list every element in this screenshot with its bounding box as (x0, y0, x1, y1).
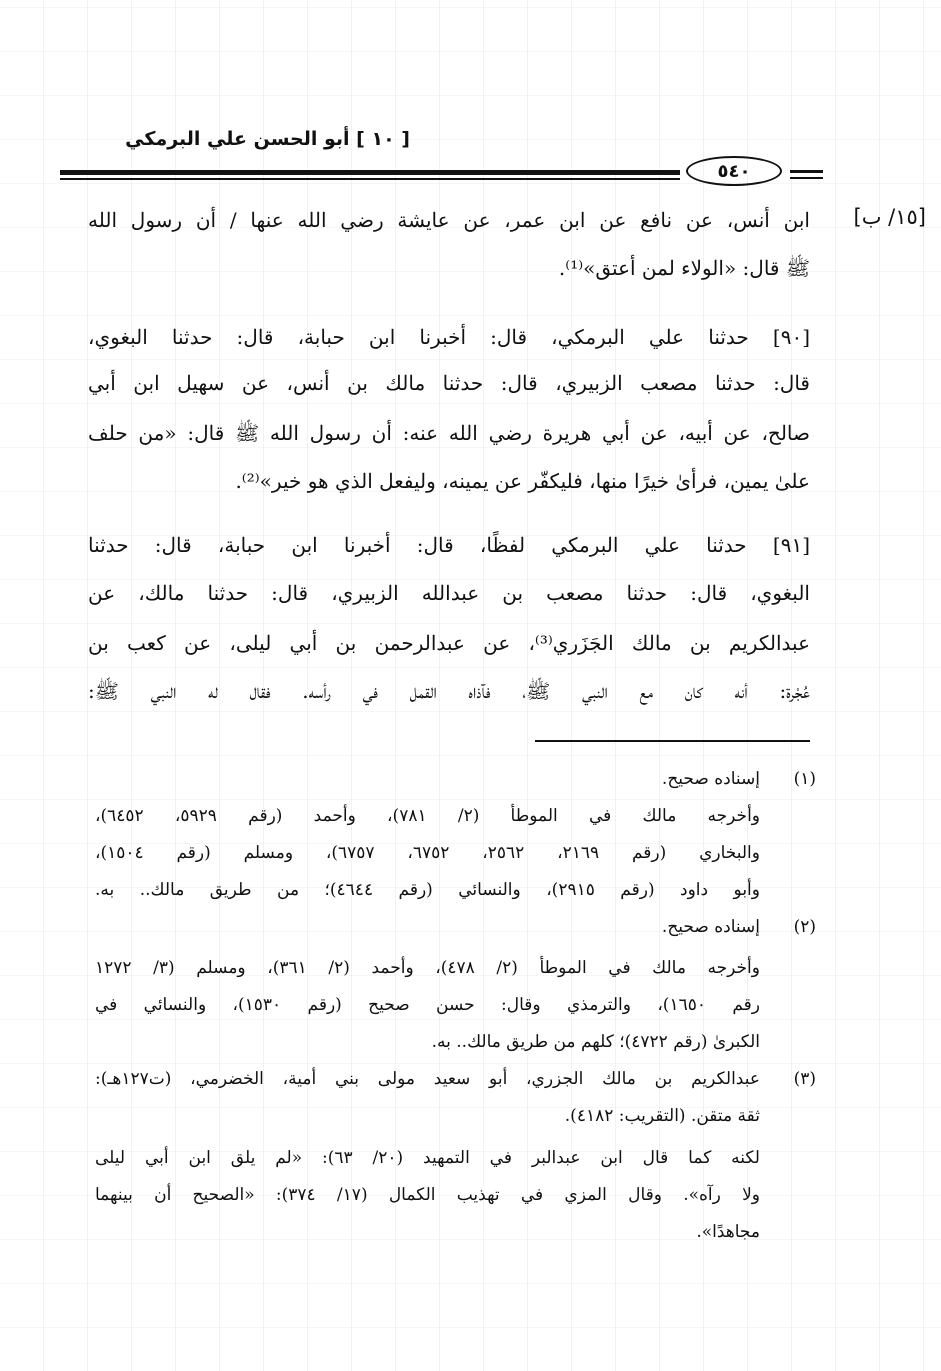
footnote-line: وأخرجه مالك في الموطأ (٢/ ٧٨١)، وأحمد (رقم ٥٩٢٩، ٦٤٥٢)، (95, 806, 760, 826)
footnote-line: رقم ١٦٥٠)، والترمذي وقال: حسن صحيح (رقم ١٥٣٠)، والنسائي في (95, 995, 760, 1015)
body-line: ﷺ قال: «الولاء لمن أعتق»⁽¹⁾. (558, 256, 810, 280)
footnote-line: والبخاري (رقم ٢١٦٩، ٢٥٦٢، ٦٧٥٢، ٦٧٥٧)، ومسلم (رقم ١٥٠٤)، (95, 843, 760, 863)
footnote-number: (٢) (793, 917, 816, 937)
footnote-line: ولا رآه». وقال المزي في تهذيب الكمال (١٧/ ٣٧٤): «الصحيح أن بينهما (95, 1185, 760, 1205)
header-rule-right-thin (790, 177, 823, 179)
folio-marginal-reference: [١٥/ ب] (853, 205, 926, 229)
footnote-line: لكنه كما قال ابن عبدالبر في التمهيد (٢٠/ ٦٣): «لم يلق ابن أبي ليلى (95, 1148, 760, 1168)
body-line: [٩٠] حدثنا علي البرمكي، قال: أخبرنا ابن حبابة، قال: حدثنا البغوي، (88, 325, 810, 349)
footnote-line: ثقة متقن. (التقريب: ٤١٨٢). (564, 1106, 760, 1126)
running-title: [ ١٠ ] أبو الحسن علي البرمكي (125, 128, 410, 150)
body-line: ابن أنس، عن نافع عن ابن عمر، عن عايشة رضي الله عنها / أن رسول الله (88, 208, 810, 232)
footnote-line: وأبو داود (رقم ٢٩١٥)، والنسائي (رقم ٤٦٤٤)؛ من طريق مالك.. به. (95, 880, 760, 900)
header-rule-thick (60, 170, 680, 175)
body-line: عبدالكريم بن مالك الجَزَري⁽³⁾، عن عبدالرحمن بن أبي ليلى، عن كعب بن (88, 631, 810, 655)
footnote-number: (٣) (793, 1069, 816, 1089)
footnote-line: إسناده صحيح. (661, 917, 760, 937)
body-line: صالح، عن أبيه، عن أبي هريرة رضي الله عنه: أن رسول الله ﷺ قال: «من حلف (88, 421, 810, 445)
footnote-line: وأخرجه مالك في الموطأ (٢/ ٤٧٨)، وأحمد (٢/ ٣٦١)، ومسلم (٣/ ١٢٧٢ (95, 958, 760, 978)
body-line: علىٰ يمين، فرأىٰ خيرًا منها، فليكفّر عن يمينه، وليفعل الذي هو خير»⁽²⁾. (235, 469, 810, 493)
footnote-line: عبدالكريم بن مالك الجزري، أبو سعيد مولى بني أمية، الخضرمي، (ت١٢٧هـ): (95, 1069, 760, 1089)
body-line: قال: حدثنا مصعب الزبيري، قال: حدثنا مالك بن أنس، عن سهيل ابن أبي (88, 371, 810, 395)
header-rule-thin (60, 178, 680, 180)
body-line: [٩١] حدثنا علي البرمكي لفظًا، قال: أخبرنا ابن حبابة، قال: حدثنا (88, 533, 810, 557)
body-line: عُجْرة: أنه كان مع النبي ﷺ، فآذاه القمل في رأسه. فقال له النبي ﷺ: (88, 679, 810, 703)
body-line: البغوي، قال: حدثنا مصعب بن عبدالله الزبيري، قال: حدثنا مالك، عن (88, 581, 810, 605)
footnote-line: الكبرىٰ (رقم ٤٧٢٢)؛ كلهم من طريق مالك.. به. (431, 1032, 760, 1052)
footnote-line: مجاهدًا». (696, 1222, 760, 1242)
footnote-number: (١) (793, 769, 816, 789)
page-number: ٥٤٠ (686, 156, 782, 186)
footnote-separator (535, 740, 810, 742)
footnote-line: إسناده صحيح. (661, 769, 760, 789)
header-rule-right (790, 170, 823, 173)
